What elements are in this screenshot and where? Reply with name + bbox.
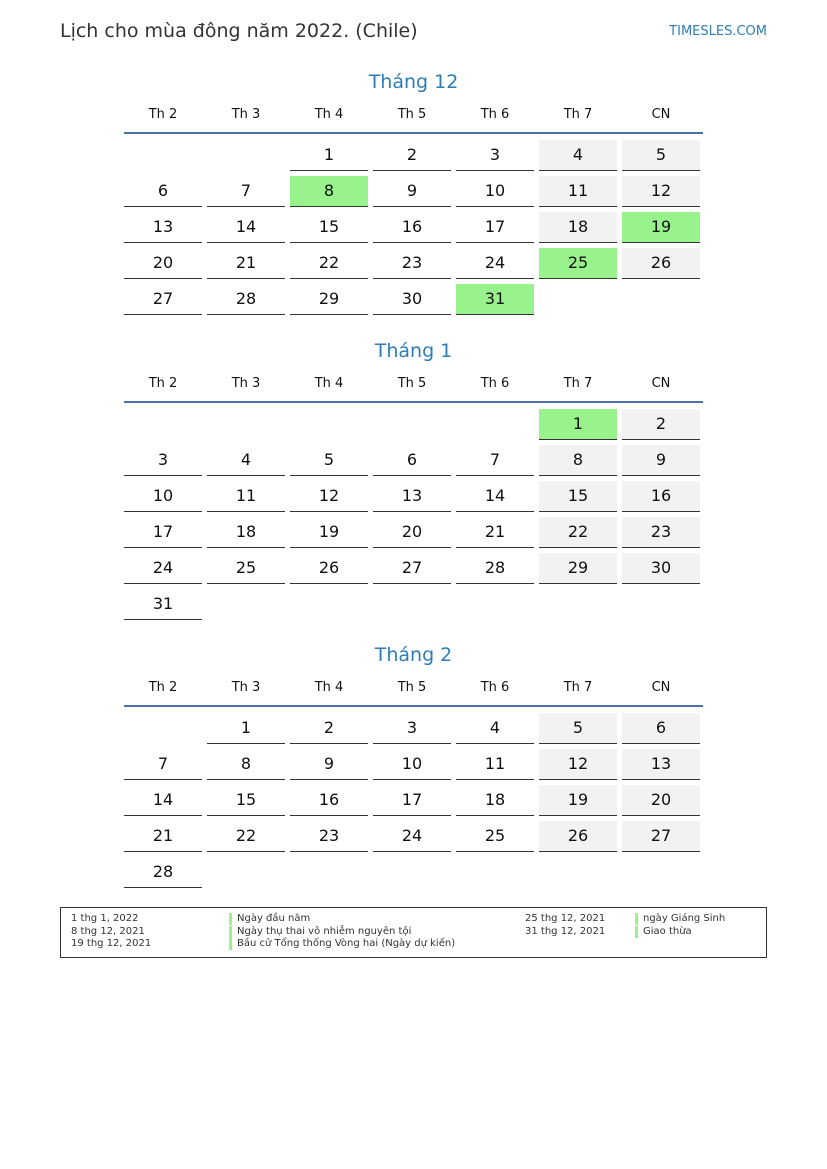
holiday-day-cell: 1 (539, 409, 617, 440)
day-cell: 19 (539, 785, 617, 816)
day-cell: 4 (456, 713, 534, 744)
week-row (124, 140, 703, 171)
empty-day-cell (207, 140, 285, 170)
day-cell: 2 (290, 713, 368, 744)
holiday-day-cell: 8 (290, 176, 368, 207)
day-cell: 16 (290, 785, 368, 816)
day-cell: 3 (124, 445, 202, 476)
day-cell: 16 (373, 212, 451, 243)
empty-day-cell (539, 284, 617, 314)
day-cell: 28 (124, 857, 202, 888)
day-cell: 8 (539, 445, 617, 476)
day-cell: 30 (373, 284, 451, 315)
day-cell: 21 (456, 517, 534, 548)
empty-day-cell (456, 857, 534, 887)
week-row (124, 857, 703, 888)
day-cell: 27 (622, 821, 700, 852)
month-title: Tháng 1 (374, 340, 453, 362)
day-cell: 18 (456, 785, 534, 816)
day-cell: 17 (124, 517, 202, 548)
empty-day-cell (207, 857, 285, 887)
empty-day-cell (456, 409, 534, 439)
empty-day-cell (290, 409, 368, 439)
month-block (124, 68, 703, 320)
day-cell: 24 (456, 248, 534, 279)
month-title: Tháng 2 (374, 644, 453, 666)
day-cell: 10 (456, 176, 534, 207)
empty-day-cell (290, 589, 368, 619)
weekday-label: Th 2 (148, 680, 178, 695)
month-block (124, 641, 703, 893)
day-cell: 14 (456, 481, 534, 512)
day-cell: 15 (207, 785, 285, 816)
day-cell: 13 (124, 212, 202, 243)
day-cell: 5 (290, 445, 368, 476)
weekday-label: Th 2 (148, 107, 178, 122)
day-cell: 29 (539, 553, 617, 584)
day-cell: 17 (456, 212, 534, 243)
day-cell: 25 (456, 821, 534, 852)
day-cell: 14 (207, 212, 285, 243)
day-cell: 1 (207, 713, 285, 744)
day-cell: 9 (290, 749, 368, 780)
page-title: Lịch cho mùa đông năm 2022. (Chile) (60, 20, 418, 42)
day-cell: 10 (124, 481, 202, 512)
day-cell: 9 (622, 445, 700, 476)
month-title: Tháng 12 (368, 71, 459, 93)
weekday-label: Th 5 (397, 107, 427, 122)
day-cell: 15 (539, 481, 617, 512)
week-row (124, 749, 703, 780)
day-cell: 11 (207, 481, 285, 512)
weekday-label: Th 4 (314, 680, 344, 695)
day-cell: 3 (456, 140, 534, 171)
day-cell: 31 (124, 589, 202, 620)
empty-day-cell (539, 589, 617, 619)
empty-day-cell (373, 589, 451, 619)
day-cell: 21 (124, 821, 202, 852)
day-cell: 22 (207, 821, 285, 852)
legend-date: 19 thg 12, 2021 (71, 938, 152, 949)
empty-day-cell (124, 140, 202, 170)
day-cell: 23 (373, 248, 451, 279)
day-cell: 2 (373, 140, 451, 171)
weekday-label: Th 2 (148, 376, 178, 391)
week-row (124, 176, 703, 207)
day-cell: 7 (456, 445, 534, 476)
empty-day-cell (124, 713, 202, 743)
header-divider (124, 705, 703, 707)
weekday-label: Th 3 (231, 680, 261, 695)
day-cell: 4 (207, 445, 285, 476)
legend-date: 25 thg 12, 2021 (525, 913, 606, 924)
weekday-label: Th 5 (397, 680, 427, 695)
day-cell: 4 (539, 140, 617, 171)
weekday-label: Th 3 (231, 107, 261, 122)
holiday-legend (60, 907, 767, 958)
day-cell: 10 (373, 749, 451, 780)
empty-day-cell (622, 589, 700, 619)
empty-day-cell (373, 857, 451, 887)
day-cell: 24 (124, 553, 202, 584)
weekday-header (124, 679, 703, 697)
day-cell: 6 (622, 713, 700, 744)
week-row (124, 248, 703, 279)
day-cell: 12 (622, 176, 700, 207)
weekday-label: Th 6 (480, 107, 510, 122)
day-cell: 29 (290, 284, 368, 315)
day-cell: 16 (622, 481, 700, 512)
weekday-label: Th 6 (480, 680, 510, 695)
weekday-label: CN (651, 680, 671, 695)
day-cell: 30 (622, 553, 700, 584)
day-cell: 12 (290, 481, 368, 512)
week-row (124, 481, 703, 512)
empty-day-cell (373, 409, 451, 439)
week-row (124, 284, 703, 315)
day-cell: 26 (622, 248, 700, 279)
legend-name: Ngày đầu năm (229, 913, 310, 925)
week-row (124, 713, 703, 744)
day-cell: 7 (124, 749, 202, 780)
day-cell: 11 (456, 749, 534, 780)
week-row (124, 553, 703, 584)
weekday-header (124, 106, 703, 124)
day-cell: 28 (207, 284, 285, 315)
week-row (124, 445, 703, 476)
day-cell: 20 (373, 517, 451, 548)
day-cell: 26 (539, 821, 617, 852)
week-row (124, 785, 703, 816)
day-cell: 22 (539, 517, 617, 548)
week-row (124, 589, 703, 620)
day-cell: 1 (290, 140, 368, 171)
weekday-label: Th 6 (480, 376, 510, 391)
day-cell: 5 (539, 713, 617, 744)
weekday-label: Th 7 (563, 107, 593, 122)
day-cell: 25 (207, 553, 285, 584)
day-cell: 18 (539, 212, 617, 243)
day-cell: 7 (207, 176, 285, 207)
day-cell: 21 (207, 248, 285, 279)
holiday-day-cell: 19 (622, 212, 700, 243)
day-cell: 12 (539, 749, 617, 780)
legend-date: 1 thg 1, 2022 (71, 913, 139, 924)
empty-day-cell (456, 589, 534, 619)
header-divider (124, 132, 703, 134)
legend-name: Giao thừa (635, 926, 692, 938)
empty-day-cell (207, 589, 285, 619)
week-row (124, 821, 703, 852)
weekday-label: Th 3 (231, 376, 261, 391)
day-cell: 11 (539, 176, 617, 207)
day-cell: 20 (622, 785, 700, 816)
empty-day-cell (290, 857, 368, 887)
site-link[interactable]: TIMESLES.COM (669, 24, 767, 39)
day-cell: 6 (373, 445, 451, 476)
day-cell: 5 (622, 140, 700, 171)
day-cell: 14 (124, 785, 202, 816)
day-cell: 3 (373, 713, 451, 744)
holiday-day-cell: 25 (539, 248, 617, 279)
day-cell: 28 (456, 553, 534, 584)
weekday-label: Th 4 (314, 107, 344, 122)
day-cell: 22 (290, 248, 368, 279)
week-row (124, 212, 703, 243)
empty-day-cell (622, 284, 700, 314)
empty-day-cell (539, 857, 617, 887)
day-cell: 23 (622, 517, 700, 548)
legend-date: 8 thg 12, 2021 (71, 926, 145, 937)
day-cell: 15 (290, 212, 368, 243)
weekday-header (124, 375, 703, 393)
day-cell: 19 (290, 517, 368, 548)
legend-name: Ngày thụ thai vô nhiễm nguyên tội (229, 926, 411, 938)
day-cell: 2 (622, 409, 700, 440)
weekday-label: Th 5 (397, 376, 427, 391)
empty-day-cell (622, 857, 700, 887)
legend-date: 31 thg 12, 2021 (525, 926, 606, 937)
weekday-label: Th 7 (563, 680, 593, 695)
week-row (124, 409, 703, 440)
header-divider (124, 401, 703, 403)
day-cell: 20 (124, 248, 202, 279)
day-cell: 27 (373, 553, 451, 584)
empty-day-cell (207, 409, 285, 439)
day-cell: 9 (373, 176, 451, 207)
holiday-day-cell: 31 (456, 284, 534, 315)
day-cell: 26 (290, 553, 368, 584)
week-row (124, 517, 703, 548)
empty-day-cell (124, 409, 202, 439)
day-cell: 13 (622, 749, 700, 780)
weekday-label: CN (651, 376, 671, 391)
legend-name: Bầu cử Tổng thống Vòng hai (Ngày dự kiến) (229, 938, 455, 950)
day-cell: 13 (373, 481, 451, 512)
weekday-label: Th 7 (563, 376, 593, 391)
day-cell: 18 (207, 517, 285, 548)
day-cell: 23 (290, 821, 368, 852)
day-cell: 6 (124, 176, 202, 207)
day-cell: 8 (207, 749, 285, 780)
weekday-label: CN (651, 107, 671, 122)
weekday-label: Th 4 (314, 376, 344, 391)
month-block (124, 337, 703, 625)
day-cell: 17 (373, 785, 451, 816)
day-cell: 24 (373, 821, 451, 852)
day-cell: 27 (124, 284, 202, 315)
legend-name: ngày Giáng Sinh (635, 913, 725, 925)
